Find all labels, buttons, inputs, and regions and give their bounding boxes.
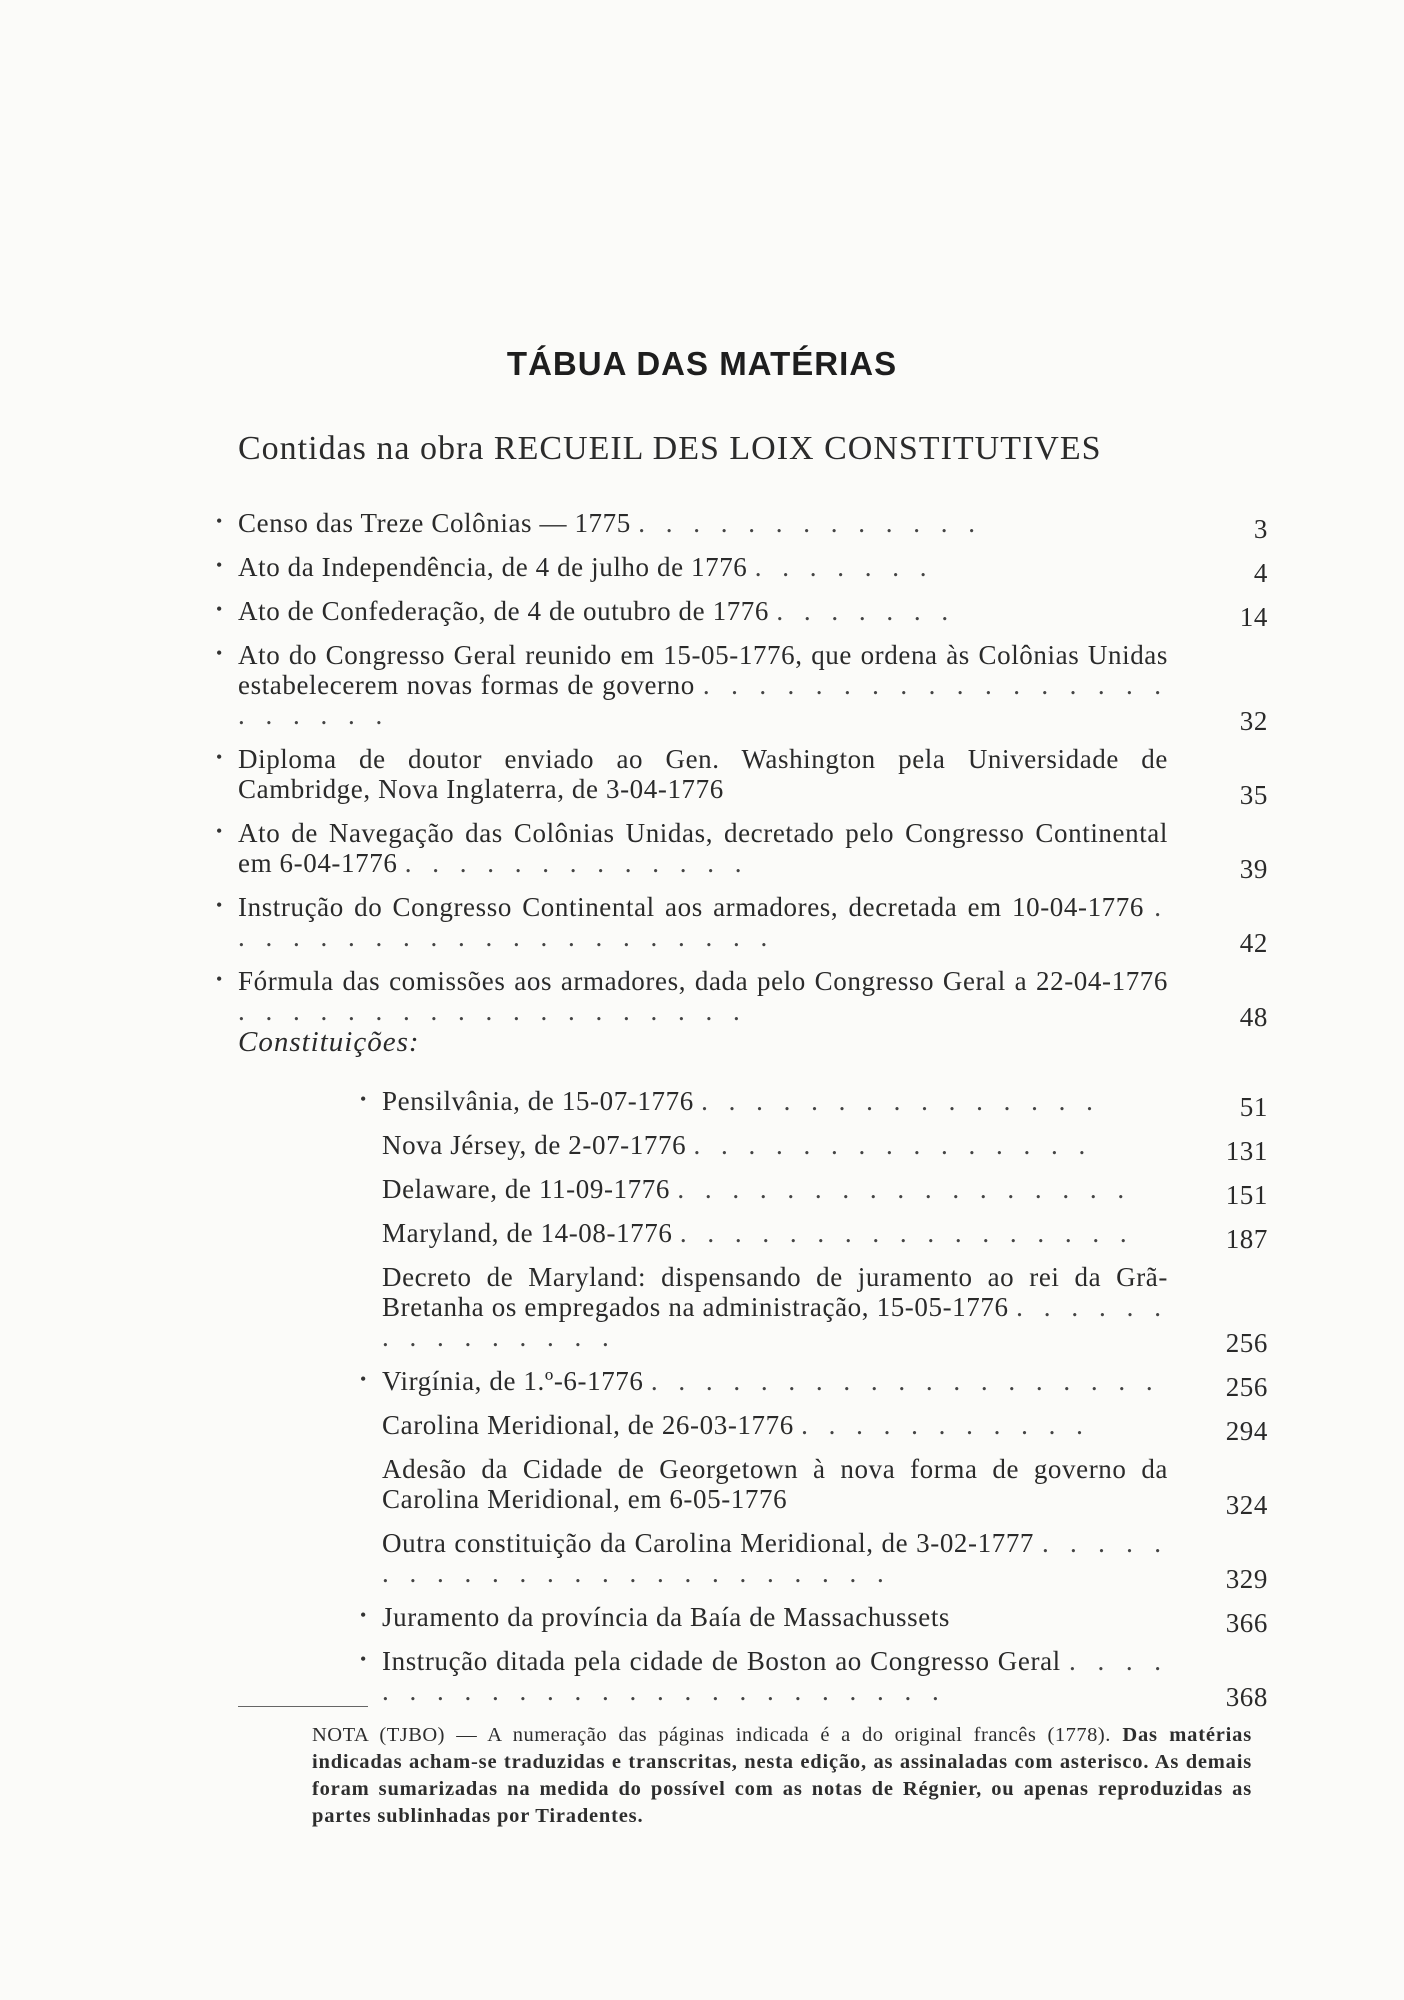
toc-page-number: 14 — [1239, 602, 1268, 632]
toc-entry-title: Ato do Congresso Geral reunido em 15-05-1776, que ordena às Colônias Unidas estabelecerem novas formas de governo — [238, 640, 1168, 700]
asterisk-marker-icon: • — [360, 1605, 367, 1625]
toc-entry-title: Censo das Treze Colônias — 1775 — [238, 508, 631, 538]
toc-entry-title: Juramento da província da Baía de Massachussets — [382, 1602, 951, 1632]
toc-entry — [360, 1602, 1268, 1638]
toc-entry-text — [382, 1602, 1168, 1632]
toc-entry — [382, 1218, 1268, 1254]
toc-leader-dots: . . . . . . . . . . . . . . . — [382, 1292, 1168, 1352]
toc-entry-title: Instrução ditada pela cidade de Boston ao Congresso Geral — [382, 1646, 1061, 1676]
toc-entry — [382, 1410, 1268, 1446]
toc-entry-title: Pensilvânia, de 15-07-1776 — [382, 1086, 694, 1116]
footnote-bold-text: Das matérias indicadas acham-se traduzidas e transcritas, nesta edição, as assinaladas com asterisco. As demais foram sumarizadas na medida do possível com as notas de Régnier, ou apenas reproduzidas as partes sublinhadas por Tiradentes. — [312, 1724, 1252, 1827]
toc-entry-title: Nova Jérsey, de 2-07-1776 — [382, 1130, 687, 1160]
toc-entry-text — [238, 552, 1168, 582]
toc-leader-dots: . . . . . . . — [776, 596, 956, 626]
toc-entry-text — [382, 1366, 1168, 1396]
asterisk-marker-icon: • — [216, 511, 223, 531]
asterisk-marker-icon: • — [216, 555, 223, 575]
toc-leader-dots: . . . . . . . . . . . . . . . . . — [677, 1174, 1132, 1204]
toc-entry — [216, 552, 1268, 588]
toc-page-number: 329 — [1225, 1564, 1268, 1594]
toc-entry — [216, 818, 1268, 884]
page-subtitle: Contidas na obra RECUEIL DES LOIX CONSTITUTIVES — [238, 430, 1102, 467]
toc-entry — [216, 966, 1268, 1032]
footnote — [312, 1722, 1252, 1830]
toc-entry — [216, 744, 1268, 810]
toc-entry-title: Instrução do Congresso Continental aos armadores, decretada em 10-04-1776 — [238, 892, 1144, 922]
toc-leader-dots: . . . . . . . . . . . . . . . . . . . . . . . . . — [382, 1646, 1169, 1706]
toc-entry-title: Carolina Meridional, de 26-03-1776 — [382, 1410, 794, 1440]
toc-entry-text — [238, 596, 1168, 626]
toc-entry-text — [382, 1086, 1168, 1116]
toc-entry-text — [238, 966, 1168, 1026]
toc-entry — [382, 1454, 1268, 1520]
toc-page-number: 42 — [1239, 928, 1268, 958]
toc-page-number: 51 — [1239, 1092, 1268, 1122]
toc-page-number: 3 — [1253, 514, 1268, 544]
toc-entry-title: Virgínia, de 1.º-6-1776 — [382, 1366, 644, 1396]
toc-entry-text — [238, 744, 1168, 804]
toc-entry-title: Ato de Confederação, de 4 de outubro de 1776 — [238, 596, 769, 626]
toc-page-number: 39 — [1239, 854, 1268, 884]
toc-entry-text — [238, 892, 1168, 952]
page-title: TÁBUA DAS MATÉRIAS — [506, 345, 898, 382]
toc-leader-dots: . . . . . . . . . . . . . . . . . . . . . . . . — [382, 1528, 1168, 1588]
toc-page-number: 256 — [1225, 1328, 1268, 1358]
asterisk-marker-icon: • — [216, 599, 223, 619]
toc-entry — [360, 1086, 1268, 1122]
toc-page-number: 35 — [1239, 780, 1268, 810]
toc-entry — [360, 1366, 1268, 1402]
toc-entry — [216, 640, 1268, 736]
toc-entry-title: Ato da Independência, de 4 de julho de 1776 — [238, 552, 748, 582]
toc-leader-dots: . . . . . . . . . . . — [801, 1410, 1090, 1440]
toc-leader-dots: . . . . . . . . . . . . . — [638, 508, 982, 538]
toc-page-number: 256 — [1225, 1372, 1268, 1402]
toc-list-constituicoes — [360, 1086, 1268, 1720]
toc-entry-text — [238, 508, 1168, 538]
toc-entry — [382, 1130, 1268, 1166]
toc-entry — [216, 508, 1268, 544]
toc-page-number: 4 — [1253, 558, 1268, 588]
asterisk-marker-icon: • — [360, 1649, 367, 1669]
toc-entry — [382, 1528, 1268, 1594]
toc-entry — [360, 1646, 1268, 1712]
toc-leader-dots: . . . . . . . . . . . . . . . . . . . — [238, 996, 747, 1026]
footnote-label: NOTA (TJBO) — A numeração das páginas indicada é a do original francês (1778). — [312, 1724, 1111, 1746]
asterisk-marker-icon: • — [216, 969, 223, 989]
asterisk-marker-icon: • — [360, 1369, 367, 1389]
asterisk-marker-icon: • — [216, 747, 223, 767]
toc-entry — [216, 596, 1268, 632]
toc-leader-dots: . . . . . . . — [754, 552, 934, 582]
toc-page-number: 324 — [1225, 1490, 1268, 1520]
toc-entry-text — [382, 1528, 1168, 1588]
toc-entry-title: Decreto de Maryland: dispensando de juramento ao rei da Grã-Bretanha os empregados na administração, 15-05-1776 — [382, 1262, 1168, 1322]
toc-leader-dots: . . . . . . . . . . . . . . . . . . . . . . . — [238, 670, 1169, 730]
toc-entry-title: Outra constituição da Carolina Meridional, de 3-02-1777 — [382, 1528, 1035, 1558]
toc-leader-dots: . . . . . . . . . . . . . . . — [693, 1130, 1093, 1160]
toc-entry-text — [382, 1410, 1168, 1440]
toc-entry-title: Maryland, de 14-08-1776 — [382, 1218, 673, 1248]
toc-list-main — [216, 508, 1268, 1040]
toc-leader-dots: . . . . . . . . . . . . . . . . . — [679, 1218, 1134, 1248]
asterisk-marker-icon: • — [216, 643, 223, 663]
toc-entry — [382, 1262, 1268, 1358]
toc-entry — [382, 1174, 1268, 1210]
toc-entry-title: Diploma de doutor enviado ao Gen. Washington pela Universidade de Cambridge, Nova Inglaterra, de 3-04-1776 — [238, 744, 1168, 804]
toc-entry-title: Ato de Navegação das Colônias Unidas, decretado pelo Congresso Continental em 6-04-1776 — [238, 818, 1168, 878]
toc-page-number: 366 — [1225, 1608, 1268, 1638]
toc-entry-text — [382, 1262, 1168, 1352]
toc-entry-text — [382, 1174, 1168, 1204]
asterisk-marker-icon: • — [360, 1089, 367, 1109]
toc-entry-text — [382, 1130, 1168, 1160]
toc-page-number: 131 — [1225, 1136, 1268, 1166]
toc-entry-text — [382, 1218, 1168, 1248]
toc-page-number: 151 — [1225, 1180, 1268, 1210]
asterisk-marker-icon: • — [216, 895, 223, 915]
toc-entry-text — [238, 818, 1168, 878]
toc-leader-dots: . . . . . . . . . . . . . . . . . . . — [650, 1366, 1160, 1396]
toc-leader-dots: . . . . . . . . . . . . . . . . . . . . . — [238, 892, 1168, 952]
toc-page-number: 294 — [1225, 1416, 1268, 1446]
toc-page-number: 32 — [1239, 706, 1268, 736]
toc-entry-text — [238, 640, 1168, 730]
toc-page-number: 368 — [1225, 1682, 1268, 1712]
asterisk-marker-icon: • — [216, 821, 223, 841]
section-heading-constituicoes: Constituições: — [238, 1026, 420, 1058]
toc-leader-dots: . . . . . . . . . . . . . . . — [701, 1086, 1100, 1116]
toc-entry-title: Delaware, de 11-09-1776 — [382, 1174, 670, 1204]
toc-entry-text — [382, 1646, 1168, 1706]
toc-entry-title: Adesão da Cidade de Georgetown à nova forma de governo da Carolina Meridional, em 6-05-1776 — [382, 1454, 1168, 1514]
toc-entry — [216, 892, 1268, 958]
toc-page-number: 187 — [1225, 1224, 1268, 1254]
footnote-rule — [238, 1706, 368, 1707]
toc-entry-title: Fórmula das comissões aos armadores, dada pelo Congresso Geral a 22-04-1776 — [238, 966, 1168, 996]
toc-entry-text — [382, 1454, 1168, 1514]
toc-leader-dots: . . . . . . . . . . . . . — [404, 848, 749, 878]
toc-page-number: 48 — [1239, 1002, 1268, 1032]
